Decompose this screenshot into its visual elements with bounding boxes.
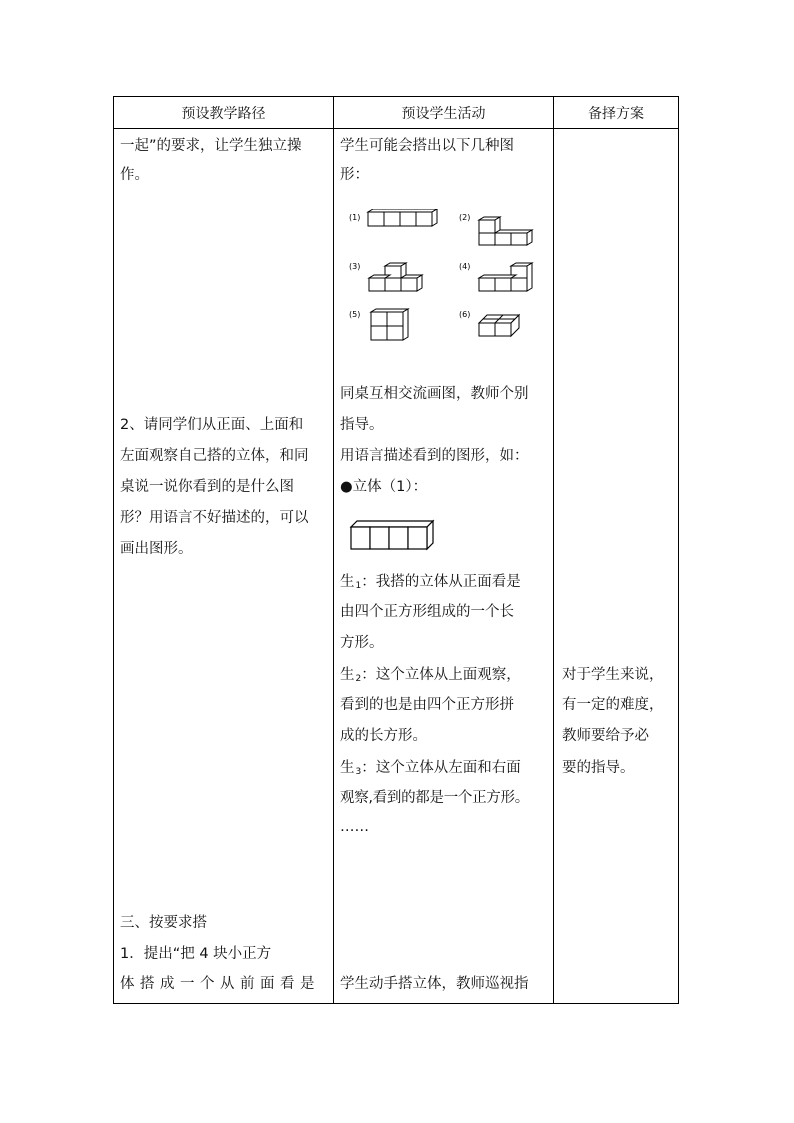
text-line: 学生可能会搭出以下几种图 — [340, 138, 514, 154]
figure-label: (3) — [349, 262, 361, 271]
student-activity-cell — [334, 129, 554, 1004]
text-line: 要的指导。 — [562, 760, 635, 776]
student-1-line — [340, 575, 521, 591]
figure-label: (1) — [349, 213, 361, 222]
arrangement-6-figure — [479, 315, 519, 336]
arrangement-4-figure — [479, 263, 532, 291]
text-line: 作。 — [120, 167, 149, 183]
student-index: 1 — [355, 581, 362, 591]
text-line: 体搭成一个从前面看是 — [120, 976, 320, 992]
text-line: 1．提出“把 4 块小正方 — [120, 946, 272, 962]
text-line: 一起”的要求，让学生独立操 — [120, 138, 302, 154]
student-speech: ：我搭的立体从正面看是 — [361, 574, 521, 590]
alternative-plan-cell — [554, 129, 679, 1004]
cube-arrangements-figure — [349, 209, 539, 349]
student-3-line — [340, 761, 521, 777]
text-line: 对于学生来说， — [562, 667, 664, 683]
ellipsis: …… — [340, 819, 369, 835]
section-heading: 三、按要求搭 — [120, 915, 207, 931]
text-line: 由四个正方形组成的一个长 — [340, 604, 514, 620]
text-line: 形？用语言不好描述的，可以 — [120, 510, 309, 526]
text-line: 有一定的难度， — [562, 697, 664, 713]
student-index: 2 — [355, 674, 362, 684]
text-line: 形： — [340, 167, 369, 183]
solid-label: ●立体（1）： — [340, 479, 428, 495]
header-teaching-path: 预设教学路径 — [114, 97, 334, 129]
arrangement-1-figure — [368, 209, 437, 226]
figure-label: (5) — [349, 310, 361, 319]
text-line: 桌说一说你看到的是什么图 — [120, 479, 294, 495]
student-2-line — [340, 668, 521, 684]
text-line: 2、请同学们从正面、上面和 — [120, 417, 304, 433]
text-line: 学生动手搭立体，教师巡视指 — [340, 976, 529, 992]
student-speech: ：这个立体从左面和右面 — [361, 760, 521, 776]
text-line: 同桌互相交流画图，教师个别 — [340, 386, 529, 402]
student-name: 生 — [340, 574, 355, 590]
student-index: 3 — [355, 767, 362, 777]
arrangement-2-figure — [479, 217, 532, 245]
text-line: 成的长方形。 — [340, 728, 427, 744]
arrangement-5-figure — [371, 309, 408, 340]
table-body-row — [114, 129, 679, 1004]
header-alternative-plan: 备择方案 — [554, 97, 679, 129]
teaching-path-cell — [114, 129, 334, 1004]
figure-label: (2) — [459, 213, 471, 222]
arrangement-3-figure — [369, 263, 422, 291]
student-name: 生 — [340, 760, 355, 776]
text-line: 指导。 — [340, 417, 384, 433]
text-line: 方形。 — [340, 635, 384, 651]
student-name: 生 — [340, 667, 355, 683]
text-line: 观察,看到的都是一个正方形。 — [340, 790, 529, 806]
text-line: 用语言描述看到的图形，如： — [340, 448, 529, 464]
table-header-row — [114, 97, 679, 129]
lesson-plan-table — [113, 96, 679, 1004]
header-student-activity: 预设学生活动 — [334, 97, 554, 129]
text-line: 看到的也是由四个正方形拼 — [340, 697, 514, 713]
text-line: 左面观察自己搭的立体，和同 — [120, 448, 309, 464]
student-speech: ：这个立体从上面观察， — [361, 667, 521, 683]
solid-1-figure — [349, 519, 439, 555]
figure-label: (4) — [459, 262, 471, 271]
text-line: 画出图形。 — [120, 541, 193, 557]
figure-label: (6) — [459, 310, 471, 319]
text-line: 教师要给予必 — [562, 728, 649, 744]
